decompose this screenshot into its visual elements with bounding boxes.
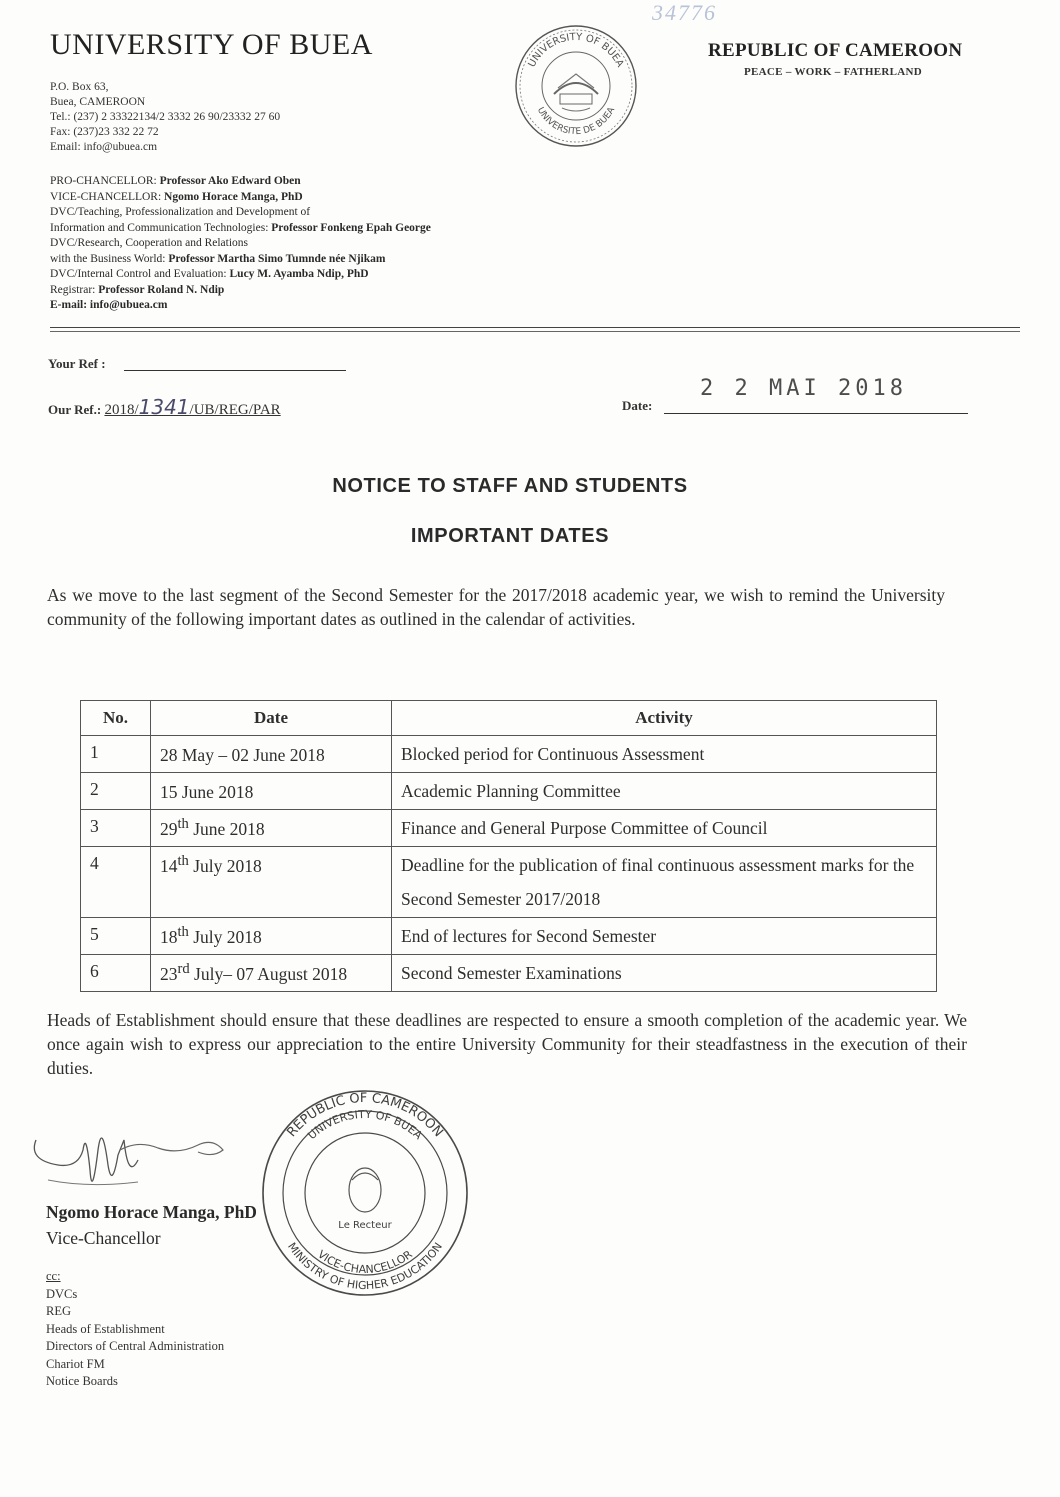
- our-ref-label: Our Ref.:: [48, 402, 102, 417]
- contact-line: P.O. Box 63,: [50, 81, 109, 93]
- col-header-activity: Activity: [392, 701, 937, 736]
- row-no: 3: [81, 810, 151, 847]
- university-seal-icon: [512, 22, 640, 150]
- row-no: 6: [81, 955, 151, 992]
- cc-item: Chariot FM: [46, 1356, 105, 1371]
- row-date: 29th June 2018: [151, 810, 392, 847]
- svg-text:VICE-CHANCELLOR: VICE-CHANCELLOR: [315, 1247, 415, 1277]
- table-row: [81, 955, 937, 992]
- officer-line: Information and Communication Technologies: Professor Fonkeng Epah George: [50, 221, 431, 234]
- contact-line: Tel.: (237) 2 33322134/2 3332 26 90/23332 27 60: [50, 111, 281, 123]
- officer-line: PRO-CHANCELLOR: Professor Ako Edward Oben: [50, 175, 301, 187]
- row-activity: Finance and General Purpose Committee of Council: [392, 810, 937, 847]
- row-activity: Deadline for the publication of final continuous assessment marks for the Second Semester 2017/2018: [392, 847, 937, 918]
- date-stamp: 2 2 MAI 2018: [700, 376, 907, 401]
- cc-item: Heads of Establishment: [46, 1321, 165, 1336]
- row-no: 4: [81, 847, 151, 918]
- row-activity: Academic Planning Committee: [392, 773, 937, 810]
- cc-item: DVCs: [46, 1286, 78, 1301]
- row-date: 28 May – 02 June 2018: [151, 736, 392, 773]
- row-no: 5: [81, 918, 151, 955]
- header-divider: [50, 327, 1020, 328]
- signatory-title: Vice-Chancellor: [46, 1228, 161, 1248]
- cc-label: cc:: [46, 1269, 61, 1283]
- cc-item: REG: [46, 1304, 71, 1318]
- table-header-row: [81, 701, 937, 736]
- cc-item: Notice Boards: [46, 1374, 118, 1388]
- table-row: [81, 736, 937, 773]
- closing-paragraph: Heads of Establishment should ensure that these deadlines are respected to ensure a smooth completion of the academic year. We once again wish to express our appreciation to the entire University Community for their steadfastness in the execution of their duties.: [47, 1010, 967, 1078]
- row-date: 18th July 2018: [151, 918, 392, 955]
- table-row: [81, 918, 937, 955]
- important-dates-table: [80, 700, 937, 992]
- svg-text:REPUBLIC OF CAMEROON: REPUBLIC OF CAMEROON: [284, 1090, 446, 1141]
- svg-text:UNIVERSITE DE BUEA: UNIVERSITE DE BUEA: [534, 105, 618, 138]
- officer-line: VICE-CHANCELLOR: Ngomo Horace Manga, PhD: [50, 190, 303, 203]
- contact-line: Fax: (237)23 332 22 72: [50, 126, 159, 138]
- svg-text:MINISTRY OF HIGHER EDUCATION: MINISTRY OF HIGHER EDUCATION: [285, 1240, 445, 1293]
- officer-line: DVC/Internal Control and Evaluation: Lucy M. Ayamba Ndip, PhD: [50, 268, 369, 280]
- our-ref: [48, 395, 281, 419]
- col-header-no: No.: [81, 701, 151, 736]
- signature-icon: [28, 1110, 258, 1210]
- notice-title: NOTICE TO STAFF AND STUDENTS: [332, 475, 688, 497]
- national-motto: PEACE – WORK – FATHERLAND: [744, 66, 923, 78]
- cc-item: Directors of Central Administration: [46, 1339, 225, 1353]
- row-no: 2: [81, 773, 151, 810]
- contact-line: Email: info@ubuea.cm: [50, 141, 158, 153]
- header-divider-secondary: [50, 331, 1020, 332]
- your-ref-line: [124, 370, 346, 371]
- officer-line: DVC/Research, Cooperation and Relations: [50, 237, 249, 249]
- row-no: 1: [81, 736, 151, 773]
- date-line: [664, 413, 968, 414]
- stamp-mark: 34776: [652, 0, 717, 25]
- contact-line: Buea, CAMEROON: [50, 96, 146, 108]
- table-row: [81, 810, 937, 847]
- our-ref-value: 2018/1341/UB/REG/PAR: [104, 395, 281, 419]
- intro-paragraph: As we move to the last segment of the Second Semester for the 2017/2018 academic year, we wish to remind the University community of the following important dates as outlined in the calendar of activities.: [47, 585, 945, 629]
- date-label: Date:: [622, 398, 653, 413]
- svg-text:UNIVERSITY OF BUEA: UNIVERSITY OF BUEA: [526, 31, 626, 70]
- table-row: [81, 773, 937, 810]
- officers-block: [50, 174, 431, 314]
- svg-text:Le Recteur: Le Recteur: [338, 1220, 392, 1231]
- official-seal-icon: [260, 1088, 470, 1298]
- row-activity: End of lectures for Second Semester: [392, 918, 937, 955]
- table-row: [81, 847, 937, 918]
- col-header-date: Date: [151, 701, 392, 736]
- row-activity: Blocked period for Continuous Assessment: [392, 736, 937, 773]
- officer-line: DVC/Teaching, Professionalization and Development of: [50, 206, 311, 218]
- officer-line: Registrar: Professor Roland N. Ndip: [50, 283, 225, 296]
- row-activity: Second Semester Examinations: [392, 955, 937, 992]
- officer-line: with the Business World: Professor Martha Simo Tumnde née Njikam: [50, 252, 386, 265]
- row-date: 14th July 2018: [151, 847, 392, 918]
- your-ref-label: Your Ref :: [48, 356, 106, 371]
- officer-line: E-mail: info@ubuea.cm: [50, 299, 168, 311]
- important-dates-title: IMPORTANT DATES: [410, 525, 610, 547]
- row-date: 15 June 2018: [151, 773, 392, 810]
- svg-text:UNIVERSITY OF BUEA: UNIVERSITY OF BUEA: [305, 1107, 425, 1143]
- row-date: 23rd July– 07 August 2018: [151, 955, 392, 992]
- republic-heading: REPUBLIC OF CAMEROON: [708, 40, 963, 61]
- contact-block: [50, 80, 280, 155]
- signatory-name: Ngomo Horace Manga, PhD: [46, 1202, 257, 1222]
- cc-list: [46, 1268, 224, 1391]
- university-title: UNIVERSITY OF BUEA: [50, 28, 373, 61]
